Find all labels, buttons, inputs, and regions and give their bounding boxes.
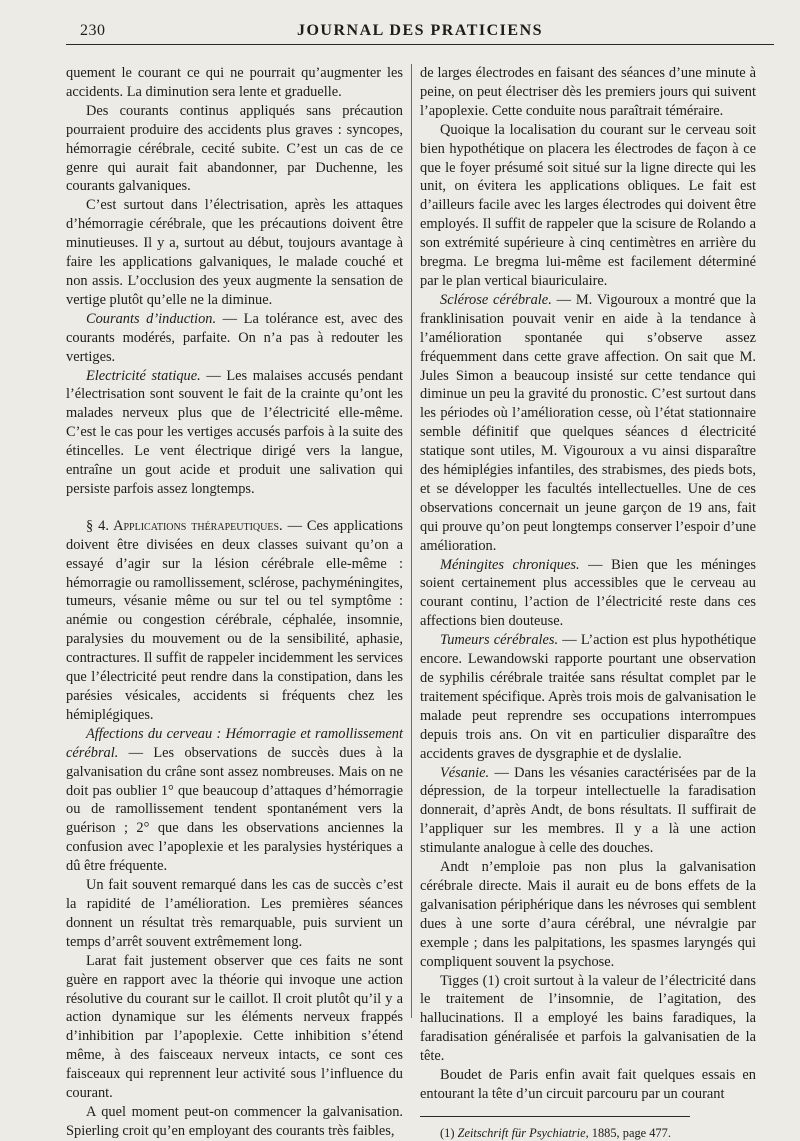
- footnote-journal: Zeitschrift für Psychiatrie: [457, 1125, 586, 1140]
- paragraph: Larat fait justement observer que ces faits ne sont guère en rapport avec la théorie qui invoque une action résolutive du courant sur le caillot. Il croit plutôt qu’il y a action dynamique sur les éléments nerveux frappés d’inhibition par l’apoplexie. Cette inhibition s’étend même, à des faisceaux nerveux intacts, ce sont ces faisceaux qui reprennent leur activité sous l’influence du courant.: [66, 952, 403, 1102]
- paragraph: Andt n’emploie pas non plus la galvanisation cérébrale directe. Mais il aurait eu de bons effets de la galvanisation périphérique dans les névroses qui semblent dues à une sorte d’aura cérébral, une névralgie par exemple ; dans les palpitations, les spasmes laryngés qui compliquent souvent la psychose.: [420, 859, 756, 970]
- section-spacer: [66, 499, 403, 517]
- paragraph-lead: Affections du cerveau : Hémorragie et ramollissement cérébral.: [66, 725, 403, 761]
- page-header: [66, 18, 774, 46]
- paragraph: [420, 764, 756, 859]
- paragraph-body: — La tolérance est, avec des courants modérés, parfaite. On n’a pas à redouter les vertiges.: [66, 310, 403, 365]
- header-rule: [66, 44, 774, 45]
- paragraph: Boudet de Paris enfin avait fait quelques essais en entourant la tête d’un circuit parcouru par un courant: [420, 1067, 756, 1102]
- paragraph-body: — L’action est plus hypothétique encore. Lewandowski rapporte pourtant une observation de syphilis cérébrale traitée sans résultat complet par le traitement spécifique. Après trois mois de galvanisation le malade peut reprendre ses occupations interrompues depuis trois ans. On vit en particulier disparaître des accidents graves de dysgraphie et de dyslalie.: [420, 632, 756, 762]
- paragraph-body: — Ces applications doivent être divisées en deux classes suivant qu’on a essayé d’agir sur la lésion cérébrale elle-même : hémorragie ou ramollissement, sclérose, pachyméningites, tumeurs, vésanie même ou sur tel ou tel symptôme : anémie ou congestion cérébrale, céphalée, insomnie, paralysies du mouvement ou de la sensibilité, aphasie, contractures. Il suffit de rappeler incidemment les services que l’électricité peut rendre dans la constipation, dans les parésies vésicales, accidents si fréquents chez les hémiplégiques.: [66, 517, 403, 723]
- footnote-rule: [420, 1116, 690, 1117]
- left-column: [66, 64, 411, 1139]
- running-title: JOURNAL DES PRATICIENS: [296, 22, 544, 39]
- section-heading: § 4. Applications thérapeutiques.: [86, 517, 283, 534]
- paragraph: [66, 367, 403, 499]
- paragraph-body: — M. Vigouroux a montré que la franklinisation pouvait venir en aide à la tendance à l’amélioration spontanée qui s’observe assez fréquemment dans cette grave affection. On sait que M. Jules Simon a beaucoup insisté sur cette tendance qui diminue un peu la gravité du pronostic. C’est surtout dans les périodes où l’amélioration cesse, où l’état stationnaire semble définitif que quelques séances d électricité statique sont utiles, M. Vigouroux a vu ainsi disparaître des hémiplégies infantiles, des strabismes, des pieds bots, et se développer les facultés intellectuelles. Une de ces observations concernait un jeune garçon de 19 ans, fait qui prouve qu’on peut longtemps conserver l’espoir d’une amélioration.: [420, 291, 756, 554]
- text-columns: [66, 64, 774, 1140]
- paragraph: [66, 310, 403, 367]
- paragraph-lead: Vésanie.: [440, 764, 490, 781]
- paragraph: C’est surtout dans l’électrisation, après les attaques d’hémorragie cérébrale, que les précautions doivent être minutieuses. Il y a, surtout au début, toujours avantage à faire les applications galvaniques, le malade couché et non assis. L’occlusion des yeux augmente la sensation de vertige plutôt qu’elle ne la diminue.: [66, 197, 403, 308]
- paragraph: [420, 631, 756, 763]
- paragraph-body: — Les malaises accusés pendant l’électrisation sont souvent le fait de la crainte qu’ont les malades nerveux plus que de l’électricité elle-même. C’est le cas pour les vertiges accusés parfois à la suite des étincelles. Le vent électrique dirigé vers la langue, entraîne un gout acide et produit une salivation qui persiste parfois assez longtemps.: [66, 367, 403, 497]
- paragraph: Un fait souvent remarqué dans les cas de succès c’est la rapidité de l’amélioration. Les premières séances donnent un résultat très remarquable, puis survient un temps d’arrêt souvent extrêmement long.: [66, 877, 403, 950]
- paragraph: [420, 556, 756, 632]
- paragraph: de larges électrodes en faisant des séances d’une minute à peine, on peut électriser dès les premiers jours qui suivent l’apoplexie. Cette conduite nous paraîtrait téméraire.: [420, 65, 756, 119]
- paragraph: [66, 725, 403, 876]
- paragraph-body: — Bien que les méninges soient certainement plus accessibles que le cerveau au courant continu, l’action de l’électricité reste dans ces affections bien douteuse.: [420, 556, 756, 630]
- paragraph: quement le courant ce qui ne pourrait qu’augmenter les accidents. La diminution sera lente et graduelle.: [66, 65, 403, 100]
- paragraph-lead: Courants d’induction.: [86, 310, 217, 327]
- paragraph-lead: Sclérose cérébrale.: [440, 291, 552, 308]
- footnote-citation: , 1885, page 477.: [585, 1125, 671, 1140]
- paragraph: [66, 517, 403, 725]
- paragraph: A quel moment peut-on commencer la galvanisation. Spierling croit qu’en employant des courants très faibles,: [66, 1103, 403, 1139]
- paragraph: Quoique la localisation du courant sur le cerveau soit bien hypothétique on placera les électrodes de façon à ce que le foyer présumé soit situé sur la ligne directe qui les unit, on évitera les applications obliques. Le fait est d’ailleurs facile avec les larges électrodes qui doivent être employés. Il suffit de rappeler que la scisure de Rolando a son extrémité supérieure à cinq centimètres en arrière du bregma. Le bregma lui-même est facilement déterminé par le plan vertical biauriculaire.: [420, 121, 756, 289]
- right-column: [411, 64, 756, 1140]
- paragraph-lead: Tumeurs cérébrales.: [440, 632, 559, 649]
- paragraph: [420, 291, 756, 556]
- paragraph-body: — Les observations de succès dues à la galvanisation du crâne sont assez nombreuses. Mais on ne doit pas oublier 1° que beaucoup d’attaques d’hémorragie ou de ramollissement tendent spontanément vers la guérison ; 2° que dans les observations anciennes la confusion avec l’apoplexie et les paralysies hystériques a dû être fréquente.: [66, 744, 403, 875]
- paragraph: Tigges (1) croit surtout à la valeur de l’électricité dans le traitement de l’insomnie, de l’agitation, des hallucinations. Il a employé les bains faradiques, la faradisation généralisée et parfois la galvanisatien de la tête.: [420, 972, 756, 1065]
- footnote: [420, 1125, 756, 1141]
- paragraph: Des courants continus appliqués sans précaution pourraient produire des accidents plus graves : syncopes, hémorragie cérébrale, cecité subite. C’est un cas de ce genre qui aurait fait abandonner, par Duchenne, les courants galvaniques.: [66, 102, 403, 195]
- footnote-mark: (1): [440, 1125, 458, 1140]
- paragraph-lead: Electricité statique.: [86, 367, 201, 384]
- page-number: 230: [80, 22, 106, 39]
- paragraph-body: — Dans les vésanies caractérisées par de la dépression, de la torpeur intellectuelle la faradisation donnerait, d’après Andt, de bons résultats. Il suffirait de l’appliquer sur les membres. Il y a là une action stimulante analogue à celle des douches.: [420, 764, 756, 857]
- paragraph-lead: Méningites chroniques.: [440, 556, 580, 573]
